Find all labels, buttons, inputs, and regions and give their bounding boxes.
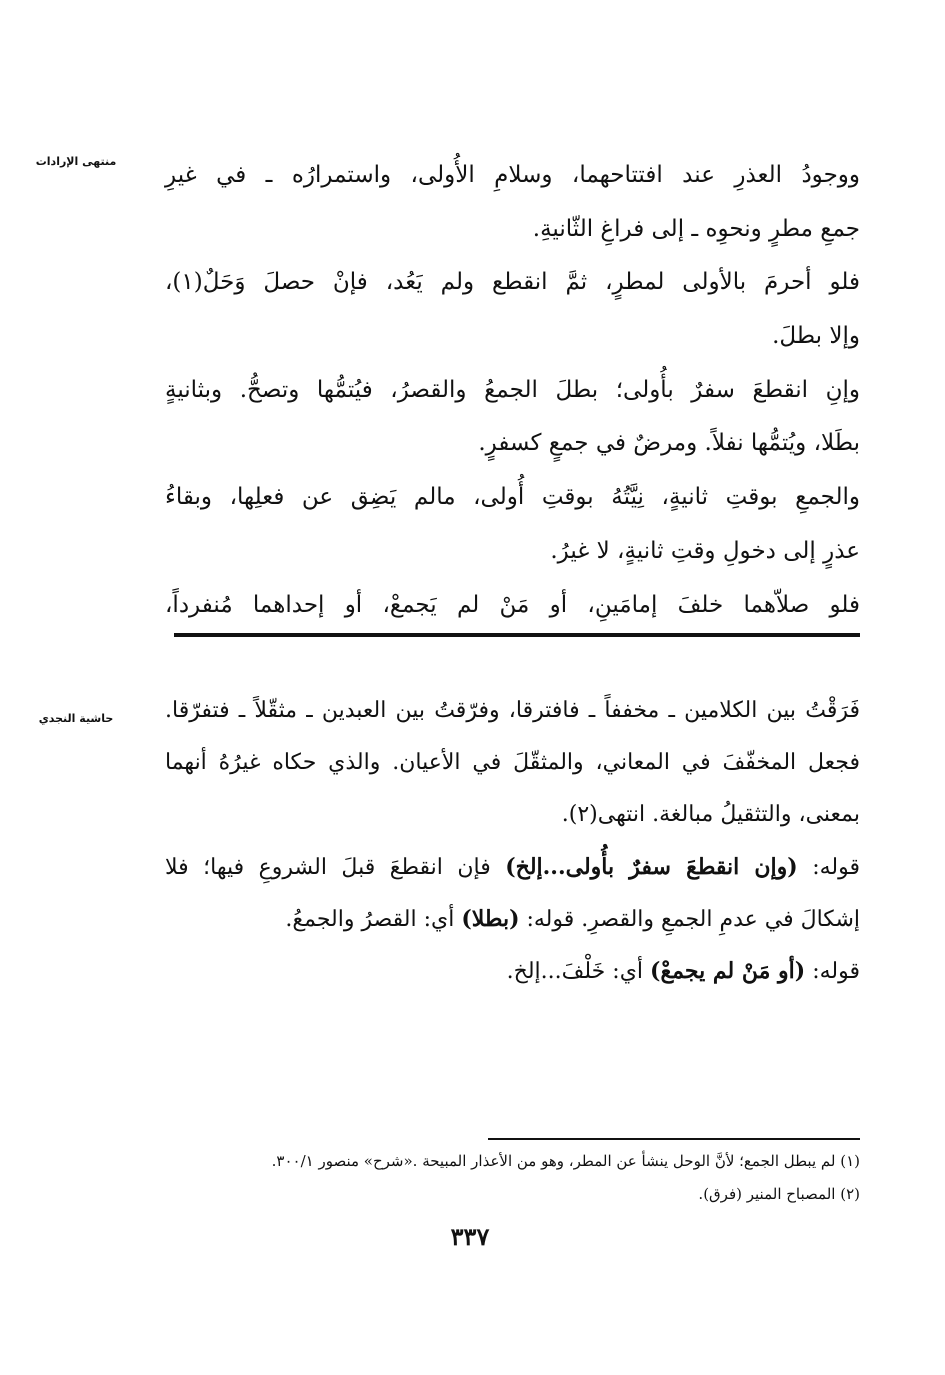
hashiya-line-5-prefix: إشكالَ في عدمِ الجمعِ والقصرِ. قوله:	[519, 907, 860, 932]
hashiya-line-5-quote: (بطلا)	[461, 906, 520, 932]
hashiya-line-1: فَرَقْتُ بين الكلامين ـ مخففاً ـ فافترقا، وفرّقتُ بين العبدين ـ مثقّلاً ـ فتفرّقا.	[165, 698, 860, 723]
main-line-8: عذرٍ إلى دخولِ وقتِ ثانيةٍ، لا غيرُ.	[550, 537, 860, 564]
footnote-1: (١) لم يبطل الجمع؛ لأنَّ الوحل ينشأ عن المطر، وهو من الأعذار المبيحة .«شرح» منصور ٣٠٠/١.	[271, 1152, 860, 1170]
main-line-9: فلو صلاّهما خلفَ إمامَينِ، أو مَنْ لم يَجمعْ، أو إحداهما مُنفرداً،	[165, 591, 860, 618]
section-divider	[174, 633, 860, 637]
main-line-4: وإلا بطلَ.	[772, 323, 860, 350]
hashiya-line-6-rest: أي: خَلْفَ...إلخ.	[506, 959, 651, 984]
hashiya-line-6-prefix: قوله:	[805, 959, 860, 984]
main-line-3: فلو أحرمَ بالأولى لمطرٍ، ثمَّ انقطع ولم يَعُد، فإنْ حصلَ وَحَلٌ(١)،	[165, 269, 860, 296]
main-text-block	[165, 152, 860, 635]
hashiya-line-4-prefix: قوله:	[797, 855, 860, 880]
main-line-5: وإنِ انقطعَ سفرٌ بأُولى؛ بطلَ الجمعُ والقصرُ، فيُتمُّها وتصحُّ. وبثانيةٍ	[165, 376, 860, 403]
footnote-2: (٢) المصباح المنير (فرق).	[698, 1185, 860, 1203]
hashiya-line-3: بمعنى، والتثقيلُ مبالغة. انتهى(٢).	[561, 802, 860, 827]
hashiya-line-5-rest: أي: القصرُ والجمعُ.	[285, 907, 462, 932]
main-line-1: ووجودُ العذرِ عند افتتاحهما، وسلامِ الأُولى، واستمرارُه ـ في غيرِ	[165, 162, 860, 188]
hashiya-line-4	[165, 845, 860, 897]
side-label-hashiya: حاشية النجدي	[38, 712, 114, 725]
page-number: ٣٣٧	[450, 1222, 490, 1251]
main-line-7: والجمعِ بوقتِ ثانيةٍ، نِيَّتُهُ بوقتِ أُولى، مالم يَضِق عن فعلِها، وبقاءُ	[165, 484, 860, 511]
main-line-2: جمعِ مطرٍ ونحوِه ـ إلى فراغِ الثّانيةِ.	[532, 215, 860, 242]
hashiya-text-block	[165, 689, 860, 1001]
hashiya-line-4-rest: فإن انقطعَ قبلَ الشروعِ فيها؛ فلا	[165, 855, 506, 880]
hashiya-line-5	[165, 897, 860, 949]
main-line-6: بطَلا، ويُتمُّها نفلاً. ومرضٌ في جمعٍ كسفرٍ.	[478, 430, 860, 457]
hashiya-line-6	[165, 949, 860, 1001]
hashiya-line-4-quote: (وإن انقطعَ سفرٌ بأُولى...إلخ)	[505, 854, 798, 880]
footnotes-block	[165, 1147, 860, 1213]
side-label-main-text: منتهى الإرادات	[35, 155, 117, 168]
hashiya-line-2: فجعل المخفّفَ في المعاني، والمثقّلَ في الأعيان. والذي حكاه غيرُهُ أنهما	[165, 750, 860, 775]
hashiya-line-6-quote: (أو مَنْ لم يجمعْ)	[650, 958, 806, 984]
footnote-divider	[488, 1138, 860, 1140]
